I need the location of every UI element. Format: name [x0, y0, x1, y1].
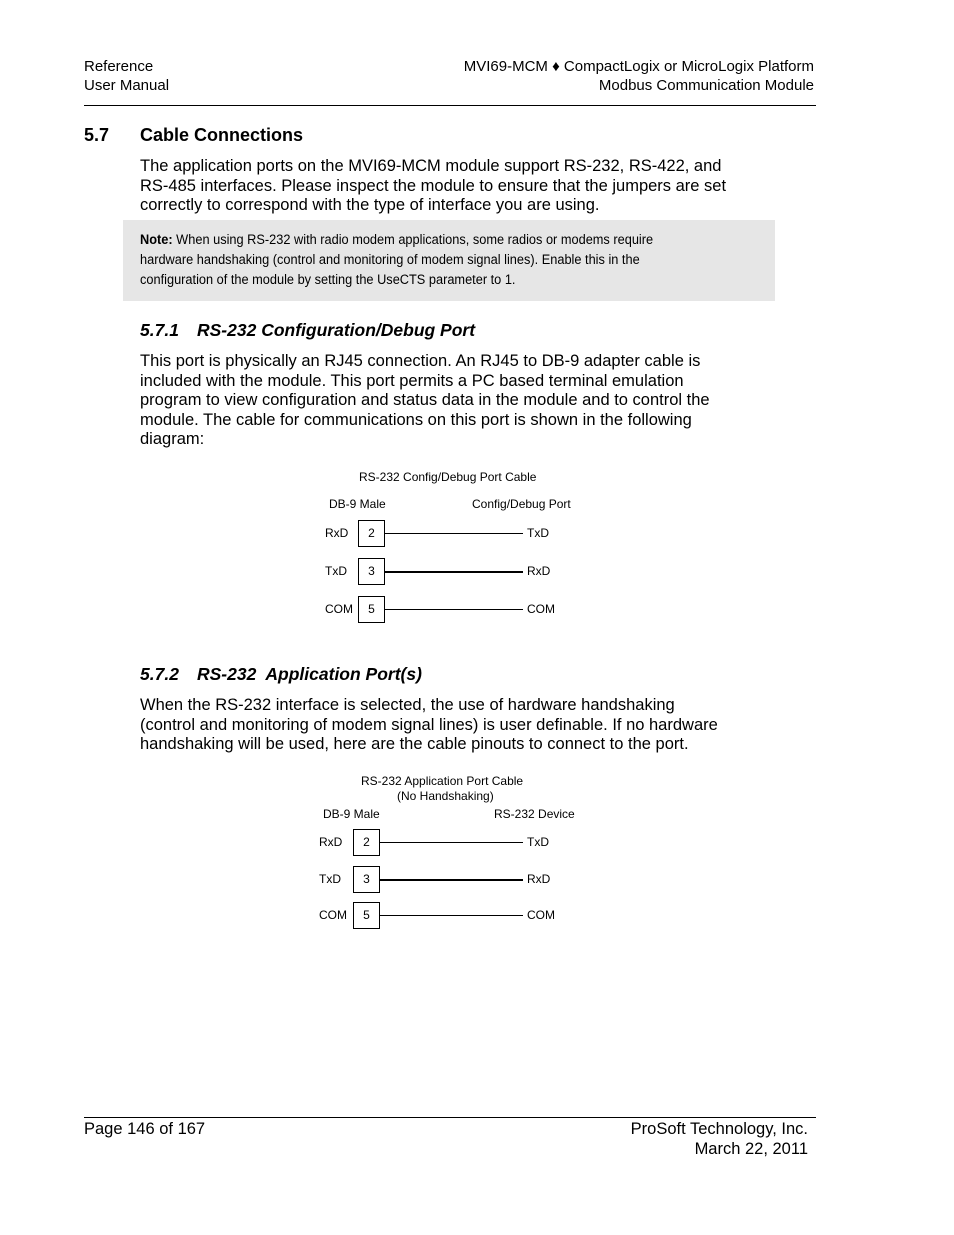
wire — [380, 842, 523, 843]
body-line: diagram: — [140, 430, 205, 449]
note-label: Note: — [140, 232, 173, 248]
pin-box: 3 — [353, 866, 380, 893]
pin-right-label: COM — [527, 908, 555, 922]
subsection-heading-1 — [140, 320, 475, 341]
pin-right-label: RxD — [527, 564, 551, 578]
pin-left-label: TxD — [325, 564, 347, 578]
wire — [380, 879, 523, 881]
wire — [380, 915, 523, 916]
intro-line: correctly to correspond with the type of interface you are using. — [140, 196, 600, 215]
footer-right — [631, 1120, 808, 1159]
subsection-number: 5.7.2 — [140, 664, 179, 684]
header-left — [84, 57, 169, 95]
body-line: This port is physically an RJ45 connection. An RJ45 to DB-9 adapter cable is — [140, 352, 701, 370]
footer-rule — [84, 1117, 816, 1118]
header-reference: Reference — [84, 58, 154, 75]
pin-box: 5 — [353, 902, 380, 929]
diagram-right-header: Config/Debug Port — [472, 497, 571, 511]
subsection-body-1 — [140, 352, 780, 450]
note-box — [123, 220, 775, 301]
body-line: (control and monitoring of modem signal lines) is user definable. If no hardware — [140, 715, 718, 734]
body-line: When the RS-232 interface is selected, the use of hardware handshaking — [140, 696, 675, 714]
pin-box: 2 — [358, 520, 385, 547]
subsection-body-2 — [140, 696, 780, 755]
pin-right-label: TxD — [527, 835, 549, 849]
intro-line: The application ports on the MVI69-MCM module support RS-232, RS-422, and — [140, 157, 722, 175]
section-heading — [84, 125, 303, 146]
header-module: Modbus Communication Module — [598, 77, 814, 94]
pin-left-label: COM — [325, 602, 353, 616]
pin-left-label: TxD — [319, 872, 341, 886]
pin-box: 2 — [353, 829, 380, 856]
section-number: 5.7 — [84, 125, 110, 145]
diagram-subtitle: (No Handshaking) — [397, 789, 494, 803]
diagram-right-header: RS-232 Device — [494, 807, 575, 821]
diagram-left-header: DB-9 Male — [323, 807, 380, 821]
footer-company: ProSoft Technology, Inc. — [630, 1120, 808, 1138]
body-line: handshaking will be used, here are the cable pinouts to connect to the port. — [140, 735, 689, 754]
body-line: included with the module. This port permits a PC based terminal emulation — [140, 371, 684, 390]
header-user-manual: User Manual — [84, 77, 170, 94]
pin-right-label: COM — [527, 602, 555, 616]
pin-box: 3 — [358, 558, 385, 585]
diagram-left-header: DB-9 Male — [329, 497, 386, 511]
note-line: hardware handshaking (control and monitoring of modem signal lines). Enable this in the — [140, 252, 640, 268]
pin-right-label: TxD — [527, 526, 549, 540]
pin-right-label: RxD — [527, 872, 551, 886]
header-product: MVI69-MCM ♦ CompactLogix or MicroLogix Platform — [463, 58, 814, 75]
page-number: Page 146 of 167 — [84, 1120, 206, 1138]
subsection-heading-2 — [140, 664, 422, 685]
section-intro — [140, 157, 780, 216]
wire — [385, 533, 523, 534]
pin-left-label: RxD — [319, 835, 343, 849]
note-text — [140, 230, 698, 290]
header-rule — [84, 105, 816, 106]
wire — [385, 571, 523, 573]
subsection-number: 5.7.1 — [140, 320, 179, 340]
wire — [385, 609, 523, 610]
body-line: program to view configuration and status data in the module and to control the — [140, 391, 710, 410]
pin-box: 5 — [358, 596, 385, 623]
pin-left-label: RxD — [325, 526, 349, 540]
body-line: module. The cable for communications on this port is shown in the following — [140, 410, 692, 429]
header-right — [464, 57, 814, 95]
section-title: Cable Connections — [140, 125, 304, 145]
pin-left-label: COM — [319, 908, 347, 922]
note-line: When using RS-232 with radio modem applications, some radios or modems require — [172, 232, 654, 248]
diagram-title: RS-232 Application Port Cable — [361, 774, 524, 788]
subsection-title: RS-232 Application Port(s) — [197, 664, 422, 684]
intro-line: RS-485 interfaces. Please inspect the module to ensure that the jumpers are set — [140, 176, 727, 195]
subsection-title: RS-232 Configuration/Debug Port — [197, 320, 476, 340]
footer-date: March 22, 2011 — [694, 1139, 808, 1158]
diagram-title: RS-232 Config/Debug Port Cable — [359, 470, 537, 484]
note-line: configuration of the module by setting the UseCTS parameter to 1. — [140, 272, 516, 288]
